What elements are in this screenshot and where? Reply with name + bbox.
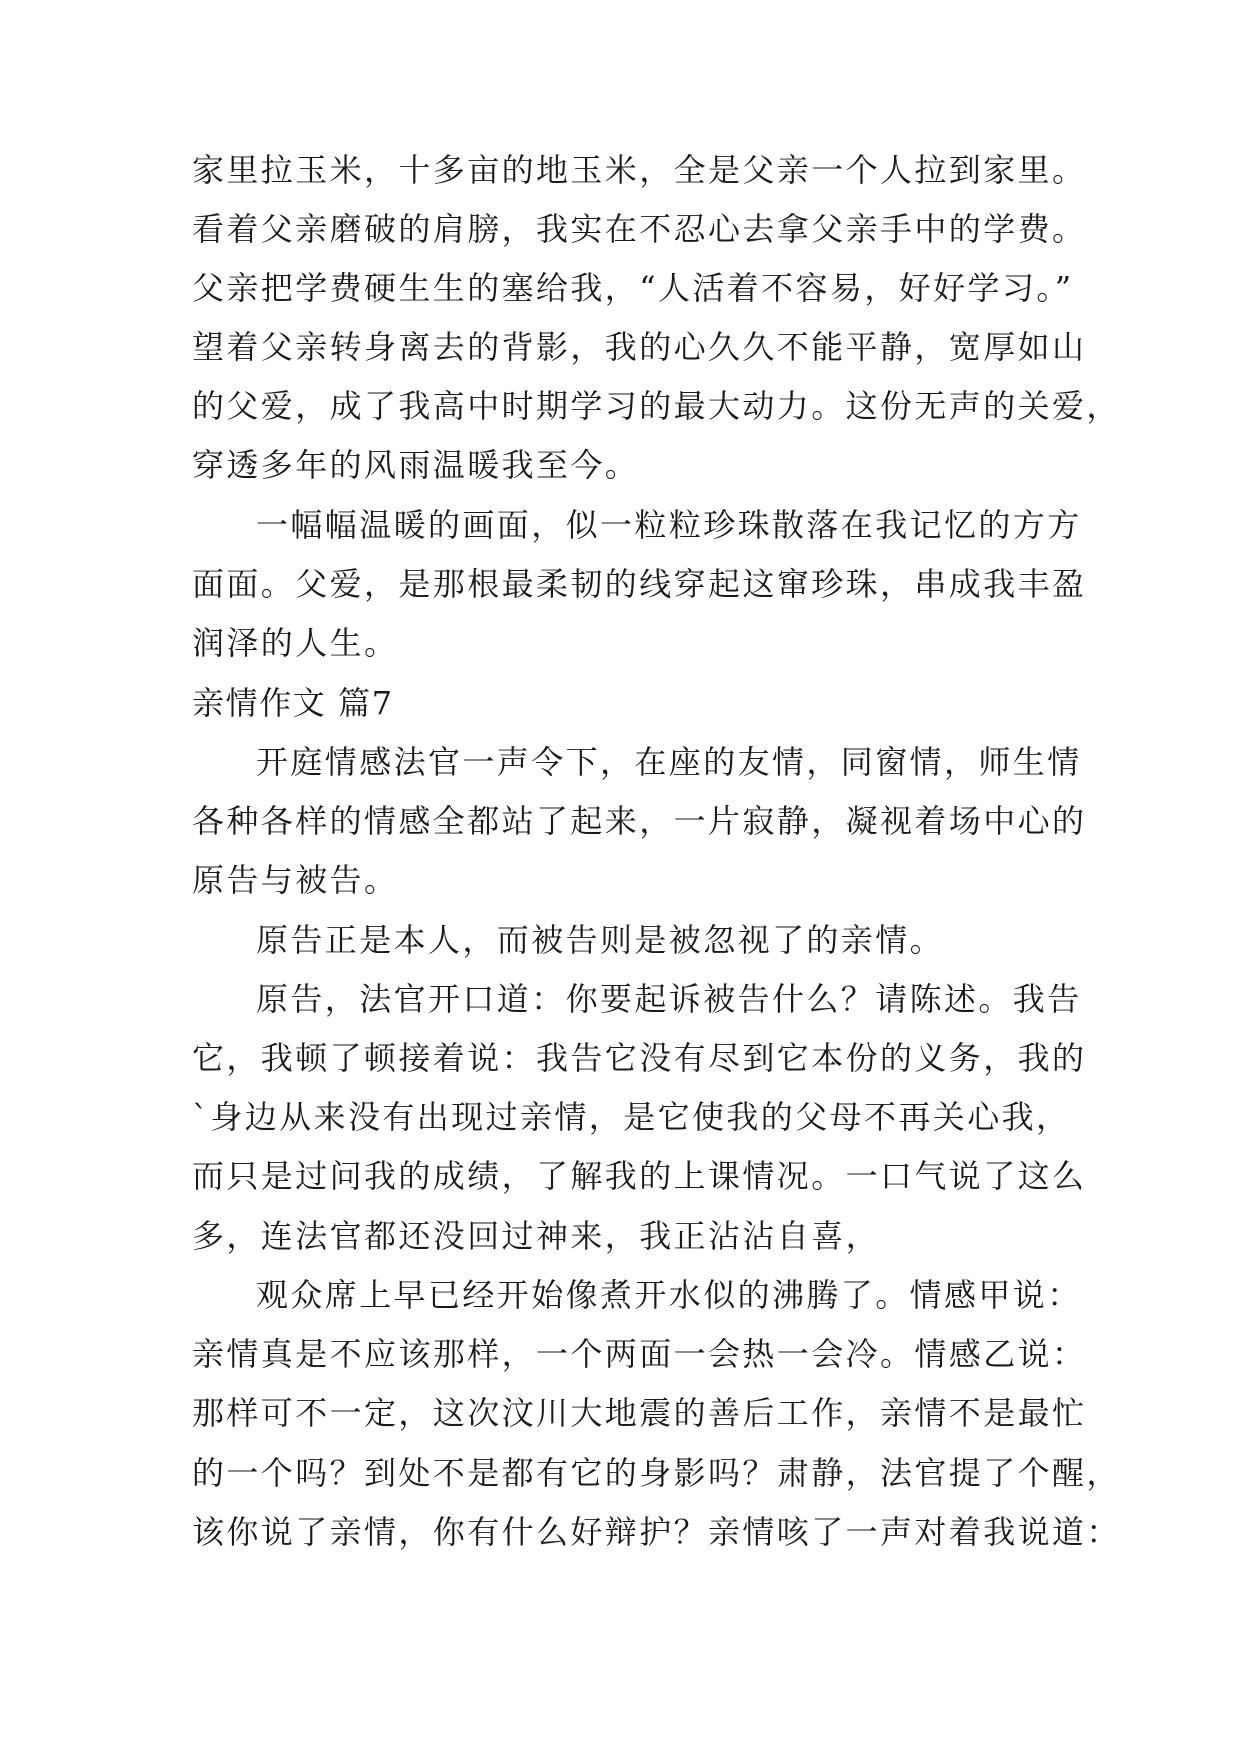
body-text-line: 亲情真是不应该那样，一个两面一会热一会冷。情感乙说：	[192, 1335, 1087, 1373]
body-text-line: 它，我顿了顿接着说：我告它没有尽到它本份的义务，我的	[192, 1039, 1087, 1077]
body-text-line: 开庭情感法官一声令下，在座的友情，同窗情，师生情	[256, 743, 1082, 781]
section-heading: 亲情作文 篇7	[192, 684, 394, 722]
body-text-line: 原告，法官开口道：你要起诉被告什么？请陈述。我告	[256, 980, 1082, 1018]
body-text-line: 润泽的人生。	[192, 624, 399, 662]
body-text-line: 望着父亲转身离去的背影，我的心久久不能平静，宽厚如山	[192, 328, 1087, 366]
body-text-line: 家里拉玉米，十多亩的地玉米，全是父亲一个人拉到家里。	[192, 151, 1087, 189]
body-text-line: 那样可不一定，这次汶川大地震的善后工作，亲情不是最忙	[192, 1394, 1087, 1432]
body-text-line: 原告与被告。	[192, 861, 399, 899]
body-text-line: 的父爱，成了我高中时期学习的最大动力。这份无声的关爱，	[192, 387, 1121, 425]
body-text-line: 该你说了亲情，你有什么好辩护？亲情咳了一声对着我说道：	[192, 1513, 1121, 1551]
body-text-line: 而只是过问我的成绩，了解我的上课情况。一口气说了这么	[192, 1157, 1087, 1195]
body-text-line: 的一个吗？到处不是都有它的身影吗？肃静，法官提了个醒，	[192, 1454, 1121, 1492]
body-text-line: 观众席上早已经开始像煮开水似的沸腾了。情感甲说：	[256, 1276, 1082, 1314]
body-text-line: 看着父亲磨破的肩膀，我实在不忍心去拿父亲手中的学费。	[192, 210, 1087, 248]
body-text-line: 一幅幅温暖的画面，似一粒粒珍珠散落在我记忆的方方	[256, 506, 1082, 544]
body-text-line: 原告正是本人，而被告则是被忽视了的亲情。	[256, 921, 945, 959]
body-text-line: 面面。父爱，是那根最柔韧的线穿起这窜珍珠，串成我丰盈	[192, 565, 1087, 603]
body-text-line: 多，连法官都还没回过神来，我正沾沾自喜，	[192, 1217, 881, 1255]
body-text-line: 穿透多年的风雨温暖我至今。	[192, 446, 640, 484]
body-text-line: 父亲把学费硬生生的塞给我，“人活着不容易，好好学习。”	[192, 269, 1074, 307]
body-text-line: 各种各样的情感全都站了起来，一片寂静，凝视着场中心的	[192, 802, 1087, 840]
body-text-line: `身边从来没有出现过亲情，是它使我的父母不再关心我，	[192, 1098, 1071, 1136]
